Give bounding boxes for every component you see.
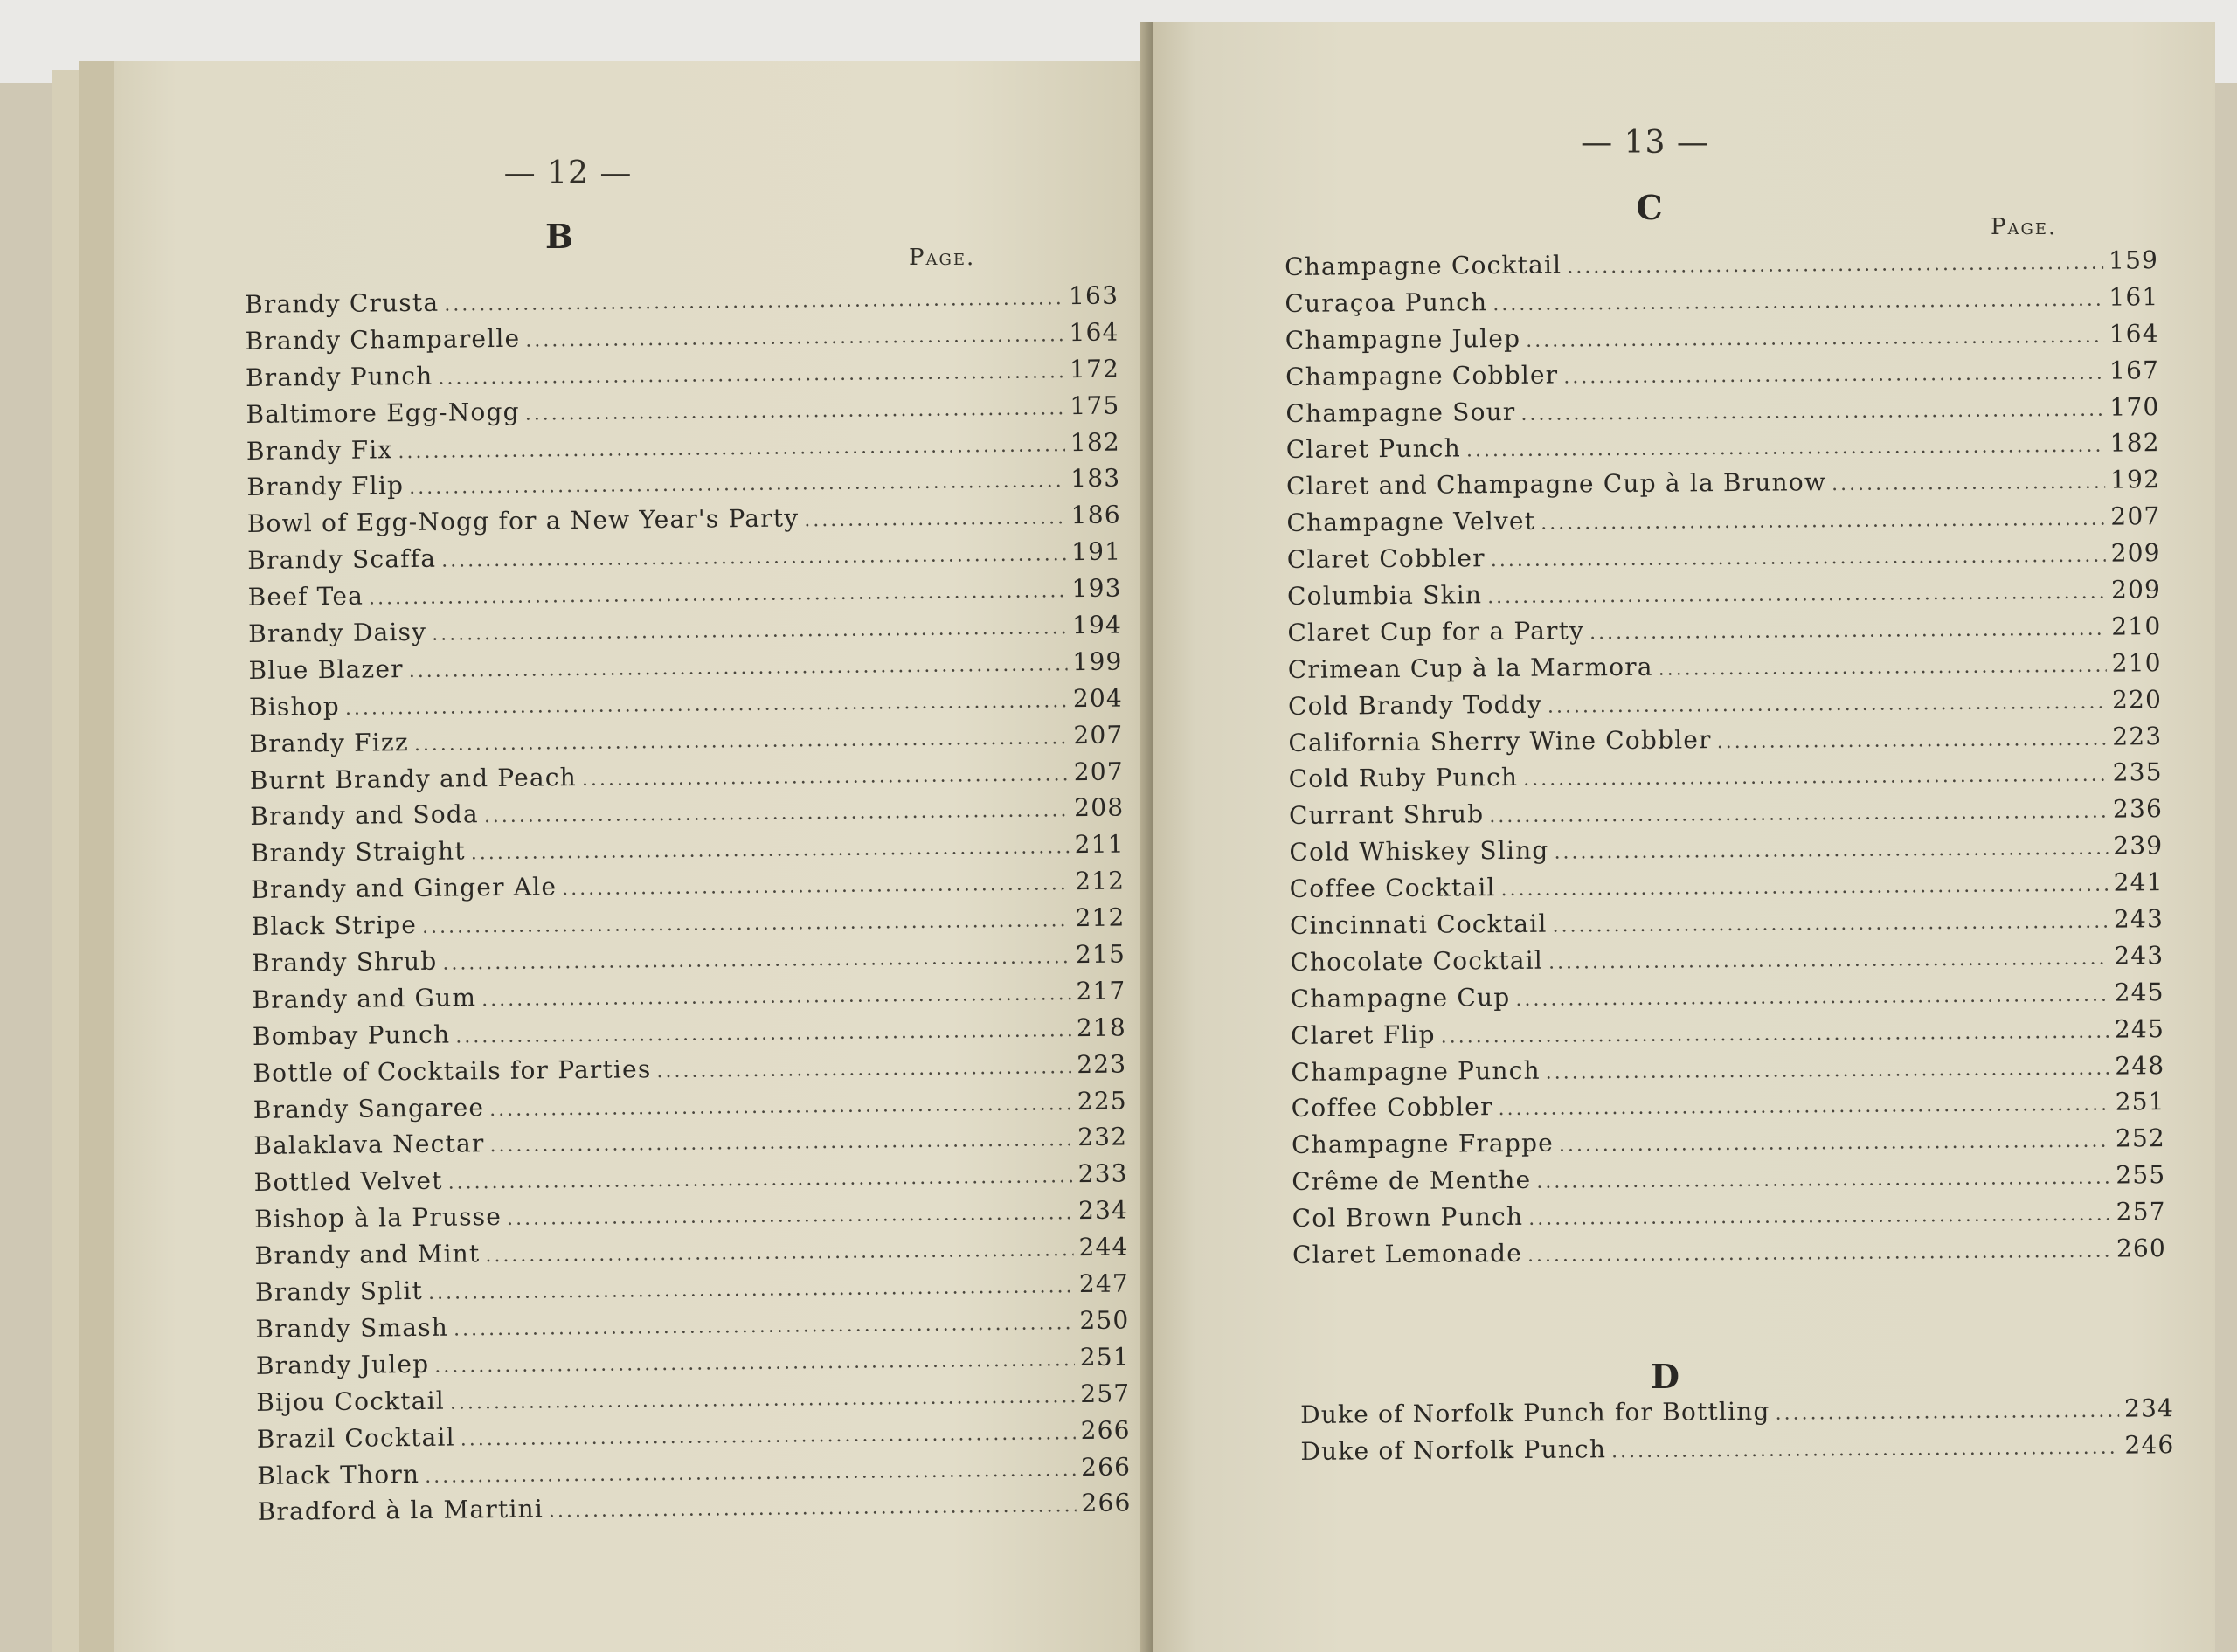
entry-page-number: 210 [2111,612,2162,641]
leader-dots [409,471,1065,500]
entry-name: Crimean Cup à la Marmora [1287,652,1653,684]
entry-page-number: 245 [2114,977,2164,1007]
entry-page-number: 251 [1079,1342,1131,1372]
entry-name: Champagne Julep [1285,323,1521,355]
entry-page-number: 161 [2109,282,2159,312]
entry-name: Bijou Cocktail [256,1386,446,1417]
entry-name: Bishop [248,691,341,722]
page-column-heading: Page. [909,245,976,271]
leader-dots [582,764,1069,791]
entry-page-number: 252 [2115,1123,2166,1153]
entry-name: Col Brown Punch [1292,1202,1524,1234]
leader-dots [1548,691,2107,717]
entry-name: Bradford à la Martini [257,1494,544,1527]
leader-dots [455,1020,1071,1047]
entry-name: Columbia Skin [1286,580,1483,612]
section-heading: C [1636,188,1663,227]
entry-name: Cold Ruby Punch [1288,763,1519,794]
leader-dots [489,1093,1072,1121]
entry-page-number: 266 [1081,1488,1132,1518]
leader-dots [507,1202,1073,1230]
leader-dots [1541,508,2105,535]
entry-page-number: 236 [2112,794,2164,824]
leader-dots [1552,911,2109,937]
entry-name: Blue Blazer [248,654,404,685]
leader-dots [1492,289,2103,315]
index-list-d [1300,1393,2175,1474]
entry-name: Brandy Crusta [245,287,440,319]
entry-name: Brandy Daisy [247,617,427,648]
leader-dots [1611,1437,2119,1463]
leader-dots [525,397,1065,425]
entry-page-number: 225 [1077,1086,1127,1116]
entry-page-number: 234 [2123,1393,2175,1423]
leader-dots [442,946,1070,975]
entry-page-number: 257 [1080,1379,1131,1408]
page-number: — 13 — [1581,125,1709,161]
entry-page-number: 239 [2113,831,2164,861]
entry-name: Brandy Straight [250,836,466,868]
leader-dots [447,1166,1072,1194]
leader-dots [1441,1020,2109,1047]
entry-page-number: 248 [2115,1050,2165,1081]
entry-name: Burnt Brandy and Peach [249,762,578,795]
entry-page-number: 255 [2116,1160,2166,1190]
entry-name: Brazil Cocktail [256,1422,455,1454]
entry-page-number: 175 [1070,391,1120,420]
entry-page-number: 217 [1076,976,1126,1006]
leader-dots [485,1239,1073,1267]
entry-name: Coffee Cobbler [1291,1092,1493,1123]
leader-dots [1489,801,2108,828]
entry-name: Coffee Cocktail [1289,873,1496,904]
entry-page-number: 182 [2109,428,2160,459]
entry-page-number: 170 [2109,391,2160,422]
entry-page-number: 199 [1072,646,1123,677]
leader-dots [454,1312,1075,1340]
page-number: — 12 — [503,156,633,191]
left-page [114,61,1162,1652]
leader-dots [345,690,1068,720]
entry-name: Claret Flip [1290,1020,1436,1050]
entry-name: Black Thorn [257,1459,420,1490]
leader-dots [425,1459,1076,1488]
entry-page-number: 209 [2110,538,2161,568]
entry-name: Chocolate Cocktail [1290,945,1544,977]
leader-dots [1536,1167,2110,1193]
entry-name: Claret and Champagne Cup à la Brunow [1285,467,1827,501]
entry-name: Black Stripe [251,910,418,942]
leader-dots [1559,1130,2110,1157]
entry-page-number: 207 [1073,720,1124,750]
leader-dots [450,1386,1076,1414]
leader-dots [428,1275,1074,1304]
leader-dots [1563,362,2104,388]
entry-page-number: 159 [2108,245,2159,275]
leader-dots [369,580,1067,609]
entry-name: Claret Lemonade [1292,1238,1523,1270]
entry-name: Brandy Scaffa [247,543,437,576]
entry-page-number: 232 [1077,1122,1128,1152]
entry-page-number: 183 [1070,463,1121,494]
leader-dots [1527,1241,2111,1267]
entry-name: Balaklava Nectar [253,1129,485,1161]
entry-name: Champagne Cocktail [1285,250,1562,281]
entry-name: Bishop à la Prusse [253,1202,502,1234]
section-heading-d: D [1651,1357,1679,1396]
entry-name: Brandy and Ginger Ale [251,872,558,905]
entry-name: Bombay Punch [252,1020,451,1051]
entry-page-number: 257 [2116,1197,2166,1227]
entry-name: Crême de Menthe [1292,1165,1532,1197]
entry-name: Champagne Velvet [1286,506,1536,538]
entry-name: Claret Cobbler [1286,543,1486,575]
entry-name: Baltimore Egg-Nogg [246,397,520,429]
entry-page-number: 260 [2116,1234,2167,1263]
entry-page-number: 266 [1080,1415,1131,1445]
entry-page-number: 241 [2113,867,2164,897]
entry-name: Brandy and Soda [250,799,480,832]
entry-page-number: 223 [1077,1049,1127,1079]
entry-page-number: 210 [2111,647,2162,678]
entry-page-number: 164 [1069,317,1119,348]
entry-name: Currant Shrub [1288,799,1485,831]
entry-name: Brandy and Gum [252,983,477,1014]
entry-name: Cincinnati Cocktail [1289,909,1548,941]
leader-dots [549,1496,1077,1523]
index-entry [1292,1234,2166,1277]
entry-name: Brandy Fizz [249,727,410,758]
entry-page-number: 172 [1069,354,1120,384]
entry-name: Champagne Cup [1290,982,1511,1013]
entry-page-number: 212 [1075,902,1125,933]
entry-page-number: 243 [2113,904,2164,934]
entry-page-number: 235 [2112,757,2163,788]
entry-page-number: 243 [2114,941,2164,971]
leader-dots [414,727,1069,756]
leader-dots [562,873,1070,900]
leader-dots [1520,398,2104,425]
leader-dots [481,983,1071,1011]
entry-page-number: 194 [1071,610,1123,640]
leader-dots [434,1349,1075,1378]
entry-page-number: 163 [1068,280,1119,311]
entry-name: Brandy Split [254,1275,424,1307]
entry-page-number: 233 [1077,1158,1128,1189]
leader-dots [1554,838,2108,864]
entry-page-number: 245 [2114,1013,2165,1044]
entry-name: Champagne Punch [1291,1055,1541,1087]
leader-dots [438,361,1064,390]
entry-name: Brandy Shrub [251,946,438,978]
leader-dots [441,543,1066,571]
entry-name: Champagne Frappe [1291,1128,1555,1160]
entry-name: Cold Whiskey Sling [1289,835,1549,867]
entry-page-number: 193 [1071,573,1122,604]
leader-dots [1523,764,2108,791]
leader-dots [471,837,1070,865]
leader-dots [1546,1057,2110,1083]
entry-page-number: 167 [2109,355,2160,385]
entry-name: Champagne Cobbler [1285,360,1559,391]
leader-dots [525,324,1063,351]
entry-name: California Sherry Wine Cobbler [1288,724,1712,757]
entry-name: Claret Punch [1285,433,1462,465]
leader-dots [1548,948,2109,974]
entry-name: Brandy Punch [245,361,433,392]
leader-dots [1567,252,2103,279]
entry-page-number: 207 [1073,757,1124,786]
entry-name: Bottle of Cocktails for Parties [253,1054,652,1088]
entry-page-number: 246 [2124,1430,2175,1460]
entry-page-number: 192 [2109,465,2161,494]
entry-page-number: 208 [1074,792,1125,823]
leader-dots [1528,1204,2111,1230]
entry-name: Claret Cup for a Party [1287,616,1585,647]
leader-dots [1776,1400,2120,1425]
entry-page-number: 191 [1070,536,1122,567]
entry-name: Brandy Champarelle [245,323,521,356]
right-page [1153,22,2215,1652]
leader-dots [1526,325,2104,351]
entry-page-number: 247 [1078,1268,1130,1299]
leader-dots [422,909,1070,938]
entry-name: Cold Brandy Toddy [1287,689,1543,721]
entry-page-number: 266 [1080,1451,1132,1482]
entry-name: Brandy Julep [255,1349,430,1380]
leader-dots [409,653,1068,682]
entry-page-number: 212 [1074,866,1125,896]
leader-dots [1487,582,2106,609]
index-list [245,281,1132,1535]
entry-name: Duke of Norfolk Punch for Bottling [1300,1396,1770,1429]
leader-dots [1589,619,2106,645]
entry-name: Brandy Smash [255,1312,449,1344]
entry-name: Bowl of Egg-Nogg for a New Year's Party [246,503,800,539]
leader-dots [444,287,1063,315]
leader-dots [1466,435,2105,462]
entry-page-number: 244 [1078,1232,1129,1262]
leader-dots [1499,1094,2110,1120]
leader-dots [489,1130,1072,1158]
entry-name: Curaçoa Punch [1285,287,1488,318]
entry-page-number: 186 [1070,500,1121,530]
entry-name: Brandy Fix [246,434,393,466]
entry-page-number: 251 [2115,1087,2165,1117]
leader-dots [398,434,1065,463]
index-list [1285,245,2166,1277]
entry-page-number: 209 [2110,575,2162,605]
leader-dots [1717,728,2108,753]
entry-page-number: 215 [1075,939,1126,970]
entry-page-number: 220 [2111,684,2163,715]
leader-dots [1832,472,2105,495]
leader-dots [461,1422,1076,1450]
entry-name: Duke of Norfolk Punch [1300,1434,1607,1466]
entry-page-number: 250 [1079,1305,1130,1335]
section-heading: B [544,217,574,256]
index-entry [1300,1430,2174,1474]
entry-name: Brandy Flip [246,471,405,502]
entry-page-number: 223 [2112,721,2163,751]
leader-dots [1500,874,2108,901]
entry-page-number: 211 [1074,829,1125,860]
entry-page-number: 207 [2110,501,2161,531]
entry-name: Beef Tea [247,581,364,612]
entry-page-number: 218 [1076,1013,1127,1042]
leader-dots [656,1056,1071,1082]
entry-name: Bottled Velvet [253,1166,443,1198]
entry-page-number: 234 [1077,1195,1129,1226]
entry-name: Brandy Sangaree [253,1092,485,1124]
leader-dots [804,508,1066,532]
entry-page-number: 204 [1072,683,1124,713]
leader-dots [1659,654,2107,680]
page-column-heading: Page. [1991,214,2058,240]
entry-page-number: 164 [2109,318,2159,349]
leader-dots [1515,984,2109,1010]
entry-name: Brandy and Mint [254,1239,481,1271]
leader-dots [432,617,1067,646]
leader-dots [484,800,1070,828]
entry-page-number: 182 [1070,427,1121,457]
leader-dots [1491,545,2106,572]
entry-name: Champagne Sour [1285,397,1516,428]
